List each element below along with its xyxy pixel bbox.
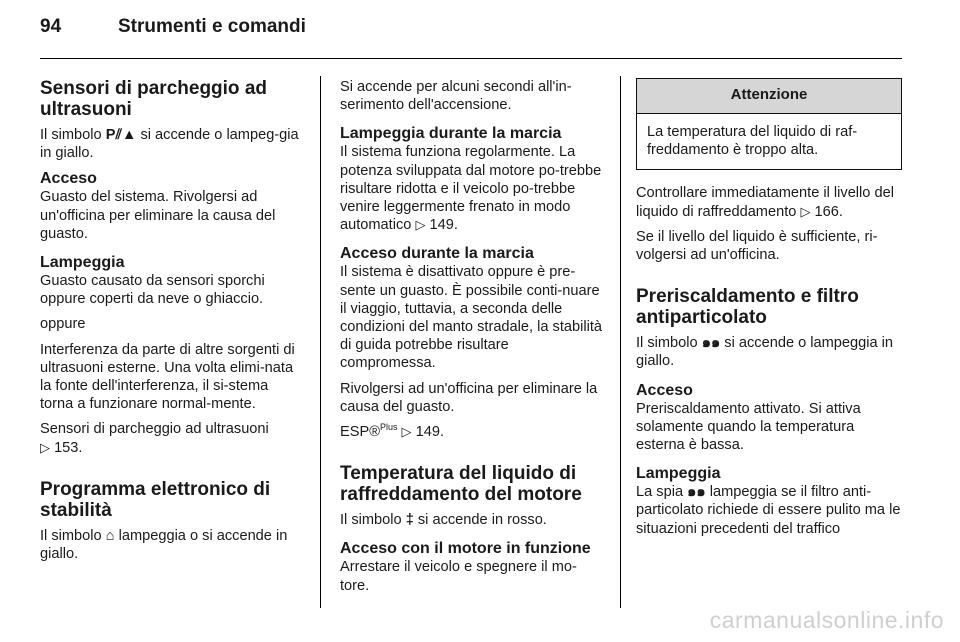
warning-text: La temperatura del liquido di raf-freddamento è troppo alta. — [647, 124, 858, 159]
coolant-temp-icon: ‡ — [405, 512, 414, 529]
heading-lampeggia-pre: Lampeggia — [636, 465, 721, 483]
warning-title: Attenzione — [637, 79, 901, 114]
heading-acceso-motore: Acceso con il motore in funzione — [340, 540, 591, 558]
heading-parking-sensors: Sensori di parcheggio ad ultrasuoni — [40, 78, 267, 120]
column-divider-2 — [620, 76, 621, 608]
ref-parking[interactable]: Sensori di parcheggio ad ultrasuoni ▷ 153. — [40, 421, 269, 456]
ref-coolant-page[interactable]: 166. — [814, 203, 843, 220]
heading-coolant-temp: Temperatura del liquido di raffreddamento del motore — [340, 463, 582, 506]
heading-acceso-marcia: Acceso durante la marcia — [340, 245, 534, 263]
lampeggia-pre-text: La spia ๑๑ lampeggia se il filtro anti-particolato richiede di essere pulito ma le situazioni precedenti del traffico — [636, 484, 901, 537]
rivolgersi-text: Rivolgersi ad un'officina per eliminare la causa del guasto. — [340, 380, 598, 415]
warning-box — [636, 78, 902, 170]
esp-intro: Il simbolo ⌂ lampeggia o si accende in giallo. — [40, 527, 288, 563]
ref-arrow-icon: ▷ — [415, 217, 426, 233]
lampeggia-text: Guasto causato da sensori sporchi oppure coperti da neve o ghiaccio. — [40, 273, 265, 308]
sufficiente-text: Se il livello del liquido è sufficiente, ri-volgersi ad un'officina. — [636, 228, 878, 264]
heading-preriscaldamento: Preriscaldamento e filtro antiparticolato — [636, 286, 859, 329]
glow-plug-icon: ๑๑ — [701, 335, 721, 352]
interferenza-text: Interferenza da parte di altre sorgenti di ultrasuoni esterne. Una volta elimi-nata la fonte dell'interferenza, il si-stema torna a funzionare normal-mente. — [40, 341, 295, 413]
ref-esp-page[interactable]: 149. — [429, 217, 458, 234]
ref-arrow-icon: ▷ — [800, 203, 811, 219]
heading-lampeggia-marcia: Lampeggia durante la marcia — [340, 125, 562, 143]
column-3 — [636, 78, 902, 538]
pre-intro: Il simbolo ๑๑ si accende o lampeggia in giallo. — [636, 335, 894, 370]
coolant-intro: Il simbolo ‡ si accende in rosso. — [340, 512, 547, 529]
column-divider-1 — [320, 76, 321, 608]
column-2 — [340, 78, 606, 595]
oppure-text: oppure — [40, 316, 86, 333]
heading-acceso-pre: Acceso — [636, 381, 693, 399]
page-number: 94 — [40, 16, 62, 37]
heading-esp: Programma elettronico di stabilità — [40, 478, 271, 521]
heading-acceso: Acceso — [40, 170, 97, 188]
controllare-text: Controllare immediatamente il livello del liquido di raffreddamento ▷ 166. — [636, 185, 894, 220]
glow-plug-icon: ๑๑ — [687, 484, 706, 501]
watermark: carmanualsonline.info — [709, 607, 944, 633]
acceso-marcia-text: Il sistema è disattivato oppure è pre-sente un guasto. È possibile conti-nuare il viaggio, tuttavia, a seconda delle condizioni del manto stradale, la stabilità di guida potrebbe risultare compromessa. — [340, 264, 603, 372]
column-1 — [40, 78, 304, 563]
parking-sensor-icon: P⫽▲ — [105, 127, 137, 143]
acceso-text: Guasto del sistema. Rivolgersi ad un'officina per eliminare la causa del guasto. — [40, 189, 276, 242]
esp-icon: ⌂ — [105, 527, 115, 544]
acceso-motore-text: Arrestare il veicolo e spegnere il mo-tore. — [340, 559, 577, 594]
esp-cont-text: Si accende per alcuni secondi all'in-serimento dell'accensione. — [340, 79, 572, 114]
ref-arrow-icon: ▷ — [401, 424, 412, 440]
esp-plus-ref[interactable]: ESP®$^{Plus}$ ▷ 149. — [340, 422, 445, 441]
lampeggia-marcia-text: Il sistema funziona regolarmente. La potenza sviluppata dal motore po-trebbe risultare ridotta e il veicolo po-trebbe venire leggermente frenato in modo automatico ▷ 149. — [340, 144, 602, 234]
acceso-pre-text: Preriscaldamento attivato. Si attiva solamente quando la temperatura esterna è bassa. — [636, 400, 861, 454]
header-divider — [40, 58, 902, 59]
page-header — [40, 16, 902, 60]
heading-lampeggia: Lampeggia — [40, 254, 125, 272]
parking-intro: Il simbolo P⫽▲ si accende o lampeg-gia in giallo. — [40, 127, 299, 162]
ref-arrow-icon: ▷ — [40, 439, 50, 455]
page-title: Strumenti e comandi — [118, 16, 306, 37]
